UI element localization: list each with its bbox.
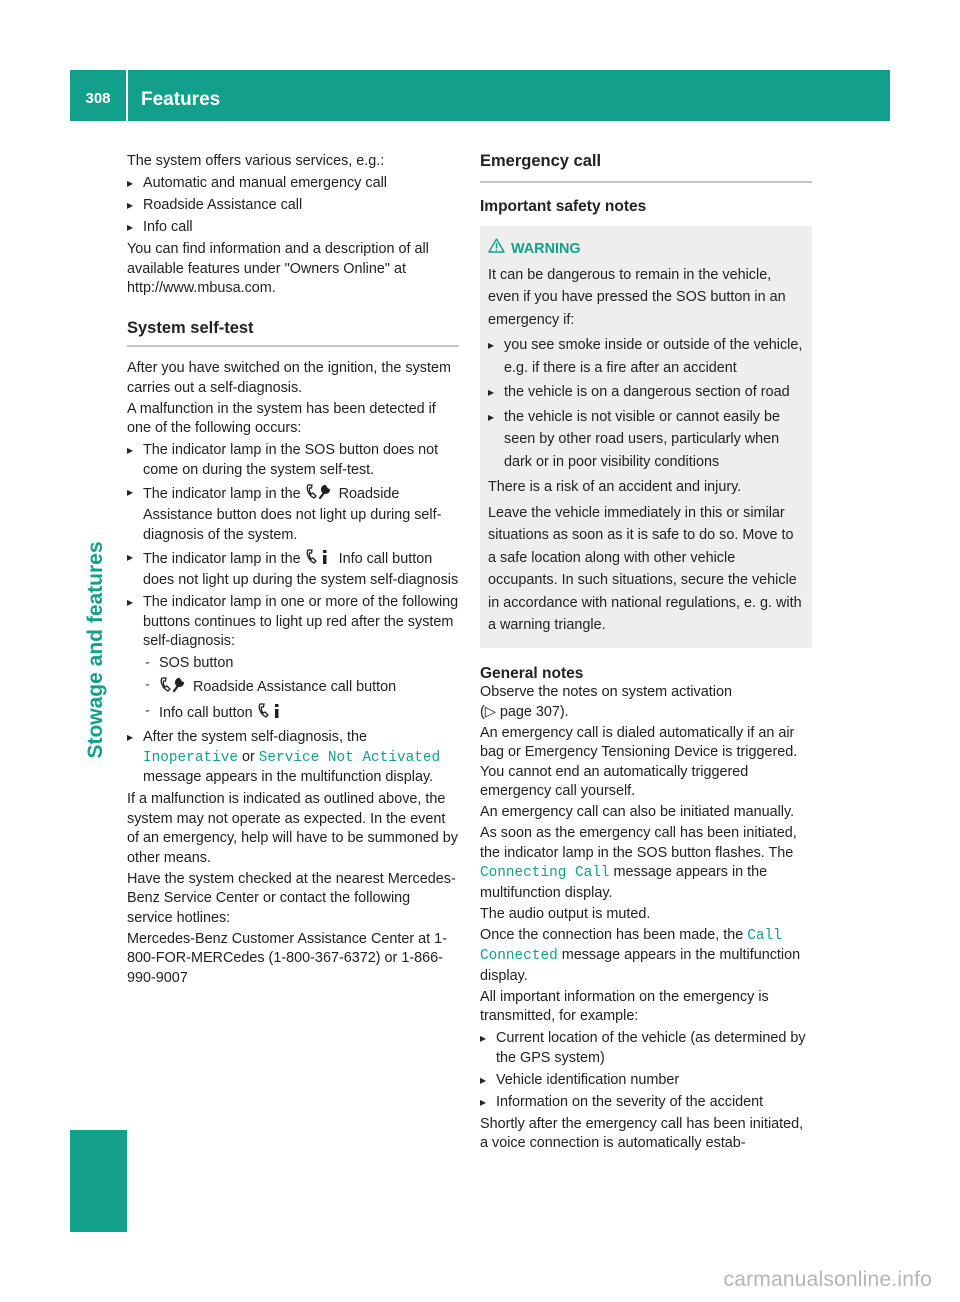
list-item: ▸ you see smoke inside or outside of the vehicle, e.g. if there is a fire after an accident	[488, 334, 804, 379]
warning-box	[480, 226, 812, 648]
section-title: Features	[141, 89, 221, 110]
owners-online-text: You can find information and a description of all available features under "Owners Online" at http://www.mbusa.com.	[127, 241, 429, 296]
list-item: ▸ Current location of the vehicle (as determined by the GPS system)	[480, 1029, 812, 1068]
call-connected-message: Call Connected	[480, 927, 782, 964]
self-test-condition: A malfunction in the system has been detected if one of the following occurs:	[127, 400, 436, 436]
list-item: ▸ Roadside Assistance call	[127, 196, 459, 216]
info-call-icon	[305, 548, 335, 572]
connecting-call-message: Connecting Call	[480, 865, 610, 881]
list-item: ▸ The indicator lamp in one or more of the following buttons continues to light up red after the system self-diagnosis:	[127, 593, 459, 652]
emergency-call-heading: Emergency call	[480, 152, 812, 183]
header-divider	[126, 70, 128, 121]
side-tab-block	[70, 1130, 127, 1232]
list-item: ▸ Vehicle identification number	[480, 1071, 812, 1091]
manual-text: An emergency call can also be initiated manually.	[480, 804, 795, 820]
activation-note: Observe the notes on system activation (▷ page 307).	[480, 684, 732, 720]
right-column	[480, 152, 812, 1155]
list-item: ▸ After the system self-diagnosis, the Inoperative or Service Not Activated message appears in the multifunction display.	[127, 728, 459, 788]
service-check-text: Have the system checked at the nearest Mercedes-Benz Service Center or contact the following service hotlines:	[127, 870, 456, 926]
list-item: ▸ the vehicle is not visible or cannot easily be seen by other road users, particularly when dark or in poor visibility conditions	[488, 406, 804, 474]
inoperative-message: Inoperative	[143, 749, 238, 766]
list-item: ▸ The indicator lamp in the Roadside Assistance button does not light up during self-diagnosis of the system.	[127, 483, 459, 546]
list-item: ▸ Information on the severity of the accident	[480, 1093, 812, 1113]
sub-list-item: - Info call button	[127, 702, 459, 726]
hotline-text: Mercedes-Benz Customer Assistance Center at 1-800-FOR-MERCedes (1-800-367-6372) or 1-866-990-9007	[127, 930, 447, 986]
self-test-heading: System self-test	[127, 319, 459, 348]
roadside-assistance-icon	[305, 483, 335, 507]
warning-triangle-icon	[488, 238, 505, 261]
info-call-icon	[257, 702, 287, 726]
warning-title: WARNING	[488, 238, 804, 261]
page-reference-link[interactable]: (▷ page 307).	[480, 703, 569, 720]
watermark: carmanualsonline.info	[723, 1268, 932, 1291]
audio-muted-text: The audio output is muted.	[480, 905, 651, 922]
voice-connection-text: Shortly after the emergency call has been initiated, a voice connection is automatically estab-	[480, 1115, 804, 1151]
warning-advice: Leave the vehicle immediately in this or similar situations as soon as it is safe to do so. Move to a safe location along with other vehicle occupants. In such situations, secure the vehicle in accordance with national regulations, e. g. with a warning triangle.	[488, 504, 802, 633]
auto-dial-text: An emergency call is dialed automatically if an air bag or Emergency Tensioning Device is triggered. You cannot end an automatically triggered emergency call yourself.	[480, 724, 798, 799]
list-item: ▸ The indicator lamp in the Info call button does not light up during the system self-diagnosis	[127, 548, 459, 591]
self-test-intro: After you have switched on the ignition, the system carries out a self-diagnosis.	[127, 360, 451, 396]
left-column	[127, 152, 459, 990]
side-tab	[84, 541, 107, 759]
connecting-text: As soon as the emergency call has been initiated, the indicator lamp in the SOS button flashes. The Connecting Call message appears in the multifunction display.	[480, 825, 797, 901]
sub-list-item: - SOS button	[127, 654, 459, 674]
page-number: 308	[85, 90, 111, 107]
list-item: ▸ Info call	[127, 218, 459, 238]
warning-risk: There is a risk of an accident and injury.	[488, 479, 742, 495]
list-item: ▸ the vehicle is on a dangerous section of road	[488, 381, 804, 404]
list-item: ▸ Automatic and manual emergency call	[127, 174, 459, 194]
intro-text: The system offers various services, e.g.:	[127, 153, 385, 169]
side-tab-label: Stowage and features	[84, 541, 107, 759]
service-not-activated-message: Service Not Activated	[258, 749, 441, 766]
safety-notes-heading: Important safety notes	[480, 197, 647, 215]
transmitted-info-text: All important information on the emergency is transmitted, for example:	[480, 988, 769, 1024]
connected-text: Once the connection has been made, the Call Connected message appears in the multifunction display.	[480, 926, 801, 984]
warning-intro: It can be dangerous to remain in the vehicle, even if you have pressed the SOS button in an emergency if:	[488, 266, 786, 328]
roadside-assistance-icon	[159, 676, 189, 700]
general-notes-heading: General notes	[480, 664, 584, 682]
sub-list-item: - Roadside Assistance call button	[127, 676, 459, 700]
malfunction-text: If a malfunction is indicated as outlined above, the system may not operate as expected. In the event of an emergency, help will have to be summoned by other means.	[127, 791, 458, 866]
list-item: ▸ The indicator lamp in the SOS button does not come on during the system self-test.	[127, 441, 459, 480]
